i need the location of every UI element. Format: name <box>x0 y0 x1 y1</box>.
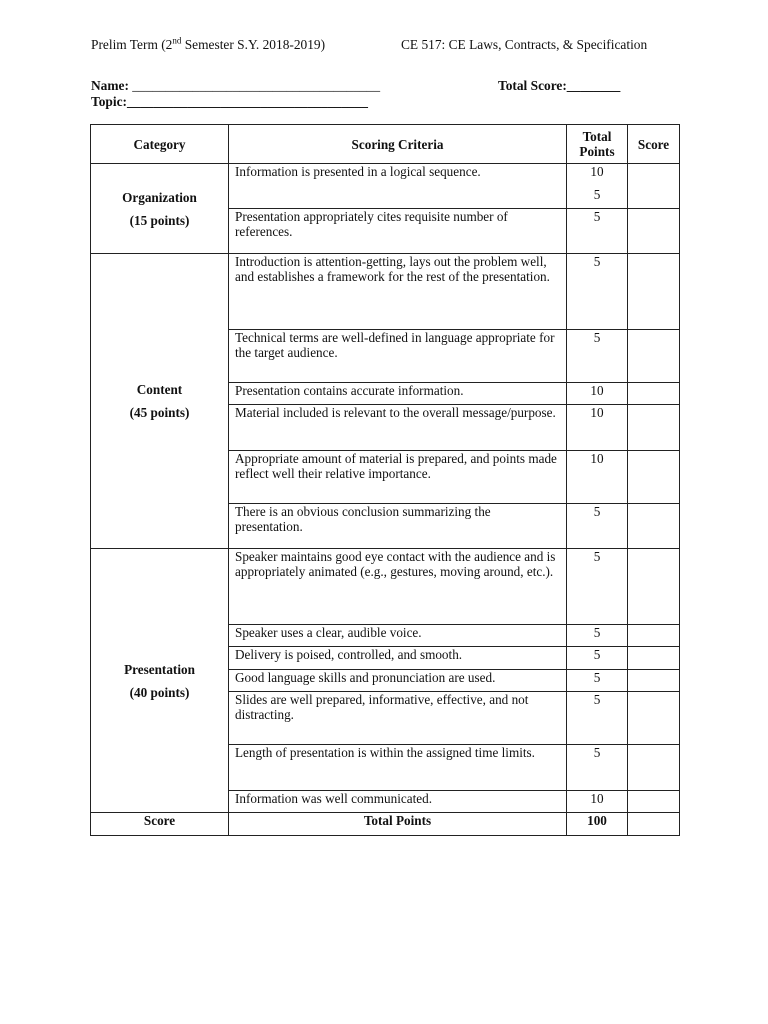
table-row <box>91 254 680 330</box>
total-points-cell <box>567 209 628 254</box>
category-cell <box>91 549 229 813</box>
score-cell[interactable] <box>628 209 680 254</box>
total-points-cell <box>567 330 628 383</box>
total-points-cell <box>567 625 628 647</box>
points-value: 5 <box>593 504 601 519</box>
criteria-text: Speaker maintains good eye contact with the audience and is appropriately animated (e.g., gestures, moving around, etc.). <box>235 549 556 579</box>
criteria-cell <box>229 647 567 670</box>
score-cell[interactable] <box>628 549 680 625</box>
footer-total-value: 100 <box>567 813 628 836</box>
category-points: (45 points) <box>129 405 190 420</box>
criteria-cell <box>229 254 567 330</box>
header-term <box>91 37 325 53</box>
column-header-criteria: Scoring Criteria <box>229 125 567 164</box>
total-points-cell <box>567 745 628 791</box>
criteria-text: Good language skills and pronunciation are used. <box>235 670 496 685</box>
points-value: 5 <box>593 187 601 202</box>
score-cell[interactable] <box>628 670 680 692</box>
total-score-field[interactable]: Total Score:________ <box>498 78 621 93</box>
criteria-text: Appropriate amount of material is prepared, and points made reflect well their relative importance. <box>235 451 557 481</box>
criteria-text: Technical terms are well-defined in language appropriate for the target audience. <box>235 330 555 360</box>
criteria-cell <box>229 383 567 405</box>
footer-total-label: Total Points <box>229 813 567 836</box>
category-title: Organization <box>122 189 197 205</box>
criteria-text: Material included is relevant to the overall message/purpose. <box>235 405 556 420</box>
criteria-text: Delivery is poised, controlled, and smooth. <box>235 647 463 662</box>
criteria-cell <box>229 405 567 451</box>
header-row <box>91 125 680 164</box>
total-points-cell <box>567 647 628 670</box>
criteria-text: Introduction is attention-getting, lays out the problem well, and establishes a framework for the rest of the presentation. <box>235 254 550 284</box>
column-header-total-points: Total Points <box>567 125 628 164</box>
points-value: 5 <box>593 549 601 564</box>
category-cell <box>91 254 229 549</box>
column-header-score: Score <box>628 125 680 164</box>
score-cell[interactable] <box>628 647 680 670</box>
score-cell[interactable] <box>628 330 680 383</box>
total-points-cell <box>567 254 628 330</box>
criteria-cell <box>229 164 567 209</box>
rubric-body <box>91 164 680 813</box>
criteria-cell <box>229 209 567 254</box>
category-points: (40 points) <box>129 684 190 700</box>
total-points-cell <box>567 164 628 209</box>
score-cell[interactable] <box>628 451 680 504</box>
score-cell[interactable] <box>628 625 680 647</box>
points-value: 5 <box>593 692 601 707</box>
points-value: 5 <box>593 330 601 345</box>
criteria-cell <box>229 504 567 549</box>
total-points-cell <box>567 405 628 451</box>
points-value: 5 <box>593 254 601 269</box>
criteria-cell <box>229 745 567 791</box>
score-cell[interactable] <box>628 254 680 330</box>
name-field[interactable] <box>91 78 380 94</box>
points-value: 10 <box>590 791 604 806</box>
criteria-text: Information is presented in a logical sequence. <box>235 164 481 179</box>
header-term-post: Semester S.Y. 2018-2019) <box>181 37 326 52</box>
criteria-text: Presentation contains accurate information. <box>235 383 464 398</box>
criteria-cell <box>229 791 567 813</box>
points-value: 10 <box>590 164 604 179</box>
points-value: 10 <box>590 405 604 420</box>
points-value: 5 <box>593 209 601 224</box>
header-course: CE 517: CE Laws, Contracts, & Specification <box>401 37 648 52</box>
score-cell[interactable] <box>628 504 680 549</box>
total-points-cell <box>567 383 628 405</box>
criteria-text: Information was well communicated. <box>235 791 433 806</box>
column-header-category: Category <box>91 125 229 164</box>
total-points-cell <box>567 670 628 692</box>
table-row <box>91 549 680 625</box>
points-value: 5 <box>593 625 601 640</box>
table-row <box>91 164 680 209</box>
total-points-cell <box>567 504 628 549</box>
header-term-sup: nd <box>172 35 182 46</box>
total-points-cell <box>567 692 628 745</box>
category-cell <box>91 164 229 254</box>
total-points-cell <box>567 791 628 813</box>
category-points: (15 points) <box>129 212 190 228</box>
criteria-cell <box>229 451 567 504</box>
score-cell[interactable] <box>628 791 680 813</box>
score-cell[interactable] <box>628 383 680 405</box>
total-points-cell <box>567 549 628 625</box>
name-label: Name: <box>91 78 129 93</box>
footer-score-label: Score <box>91 813 229 836</box>
criteria-cell <box>229 692 567 745</box>
criteria-text: Speaker uses a clear, audible voice. <box>235 625 422 640</box>
criteria-cell <box>229 625 567 647</box>
criteria-cell <box>229 330 567 383</box>
criteria-cell <box>229 549 567 625</box>
score-cell[interactable] <box>628 405 680 451</box>
score-cell[interactable] <box>628 164 680 209</box>
criteria-text: Slides are well prepared, informative, effective, and not distracting. <box>235 692 529 722</box>
topic-field[interactable]: Topic:____________________________________ <box>91 94 368 109</box>
criteria-text: Presentation appropriately cites requisite number of references. <box>235 209 508 239</box>
points-value: 5 <box>593 745 601 760</box>
criteria-text: There is an obvious conclusion summarizing the presentation. <box>235 504 491 534</box>
score-cell[interactable] <box>628 692 680 745</box>
name-blank[interactable]: _____________________________________ <box>132 78 381 93</box>
header-term-pre: Prelim Term (2 <box>91 37 173 52</box>
points-value: 5 <box>593 670 601 685</box>
footer-row <box>91 813 680 836</box>
criteria-text: Length of presentation is within the assigned time limits. <box>235 745 535 760</box>
category-title: Presentation <box>124 661 195 677</box>
category-title: Content <box>136 382 183 397</box>
footer-score-cell[interactable] <box>628 813 680 836</box>
rubric-table <box>90 124 680 836</box>
points-value: 5 <box>593 647 601 662</box>
total-points-cell <box>567 451 628 504</box>
score-cell[interactable] <box>628 745 680 791</box>
criteria-cell <box>229 670 567 692</box>
points-value: 10 <box>590 451 604 466</box>
points-value: 10 <box>590 383 604 398</box>
